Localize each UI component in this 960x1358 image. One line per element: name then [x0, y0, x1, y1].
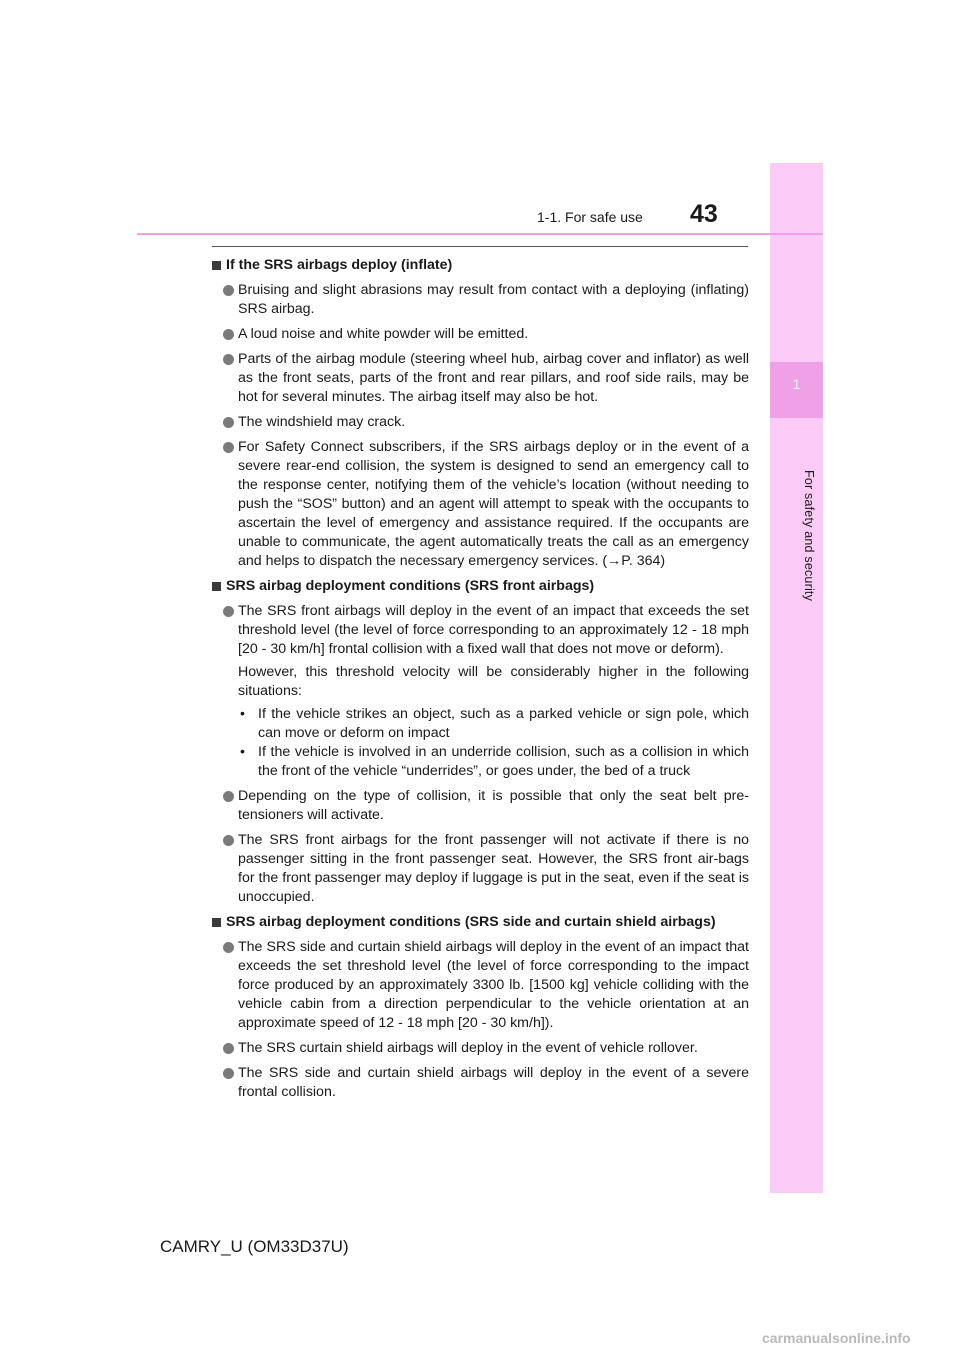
circle-bullet-icon	[223, 835, 234, 846]
circle-bullet-icon	[223, 354, 234, 365]
list-item: Depending on the type of collision, it is possible that only the seat belt pre-tensioners will activate.	[212, 787, 749, 825]
circle-bullet-icon	[223, 442, 234, 453]
square-bullet-icon	[212, 918, 221, 927]
circle-bullet-icon	[223, 1068, 234, 1079]
circle-bullet-icon	[223, 606, 234, 617]
list-item: For Safety Connect subscribers, if the SRS airbags deploy or in the event of a severe rear-end collision, the system is designed to send an emergency call to the response center, notifying them of the vehicle’s location (without needing to push the “SOS” button) and an agent will attempt to speak with the occupants to ascertain the level of emergency and assistance required. If the occupants are unable to communicate, the agent automatically treats the call as an emergency and helps to dispatch the necessary emergency services. (→P. 364)	[212, 438, 749, 571]
sub-list-item: • If the vehicle is involved in an underride collision, such as a collision in which the front of the vehicle “underrides”, or goes under, the bed of a truck	[240, 744, 749, 779]
circle-bullet-icon	[223, 791, 234, 802]
section-heading: SRS airbag deployment conditions (SRS side and curtain shield airbags)	[212, 913, 749, 932]
circle-bullet-icon	[223, 1043, 234, 1054]
circle-bullet-icon	[223, 417, 234, 428]
list-item: The windshield may crack.	[212, 413, 749, 432]
footer-model-code: CAMRY_U (OM33D37U)	[160, 1237, 349, 1256]
list-item-paragraph: However, this threshold velocity will be considerably higher in the following situations:	[238, 664, 749, 699]
page-number: 43	[690, 200, 718, 228]
circle-bullet-icon	[223, 285, 234, 296]
list-item: Parts of the airbag module (steering wheel hub, airbag cover and inflator) as well as the front seats, parts of the front and rear pillars, and roof side rails, may be hot for several minutes. The airbag itself may also be hot.	[212, 350, 749, 407]
section-heading: SRS airbag deployment conditions (SRS front airbags)	[212, 577, 749, 596]
list-item: The SRS front airbags for the front passenger will not activate if there is no passenger sitting in the front passenger seat. However, the SRS front air-bags for the front passenger may deploy if luggage is put in the seat, even if the seat is unoccupied.	[212, 831, 749, 907]
list-item: The SRS side and curtain shield airbags will deploy in the event of an impact that exceeds the set threshold level (the level of force corresponding to the impact force produced by an approximately 3300 lb. [1500 kg] vehicle colliding with the vehicle cabin from a direction perpendicular to the vehicle orientation at an approximate speed of 12 - 18 mph [20 - 30 km/h]).	[212, 938, 749, 1033]
sub-list-item: • If the vehicle strikes an object, such as a parked vehicle or sign pole, which can move or deform on impact	[240, 706, 749, 741]
chapter-number: 1	[792, 376, 801, 392]
chapter-title: For safety and security	[802, 470, 816, 602]
section-title: 1-1. For safe use	[537, 209, 643, 225]
circle-bullet-icon	[223, 942, 234, 953]
section-heading: If the SRS airbags deploy (inflate)	[212, 256, 749, 275]
content-rule	[212, 246, 748, 247]
list-item: A loud noise and white powder will be emitted.	[212, 325, 749, 344]
list-item: The SRS front airbags will deploy in the event of an impact that exceeds the set threshold level (the level of force corresponding to an approximately 12 - 18 mph [20 - 30 km/h] frontal collision with a fixed wall that does not move or deform).	[212, 602, 749, 659]
chapter-side-tab	[770, 163, 823, 1193]
square-bullet-icon	[212, 582, 221, 591]
list-item: The SRS side and curtain shield airbags will deploy in the event of a severe frontal collision.	[212, 1064, 749, 1102]
square-bullet-icon	[212, 261, 221, 270]
page-content	[212, 256, 749, 1108]
circle-bullet-icon	[223, 329, 234, 340]
list-item: The SRS curtain shield airbags will deploy in the event of vehicle rollover.	[212, 1039, 749, 1058]
header-rule	[137, 233, 823, 235]
watermark: carmanualsonline.info	[762, 1330, 911, 1346]
list-item: Bruising and slight abrasions may result from contact with a deploying (inflating) SRS airbag.	[212, 281, 749, 319]
